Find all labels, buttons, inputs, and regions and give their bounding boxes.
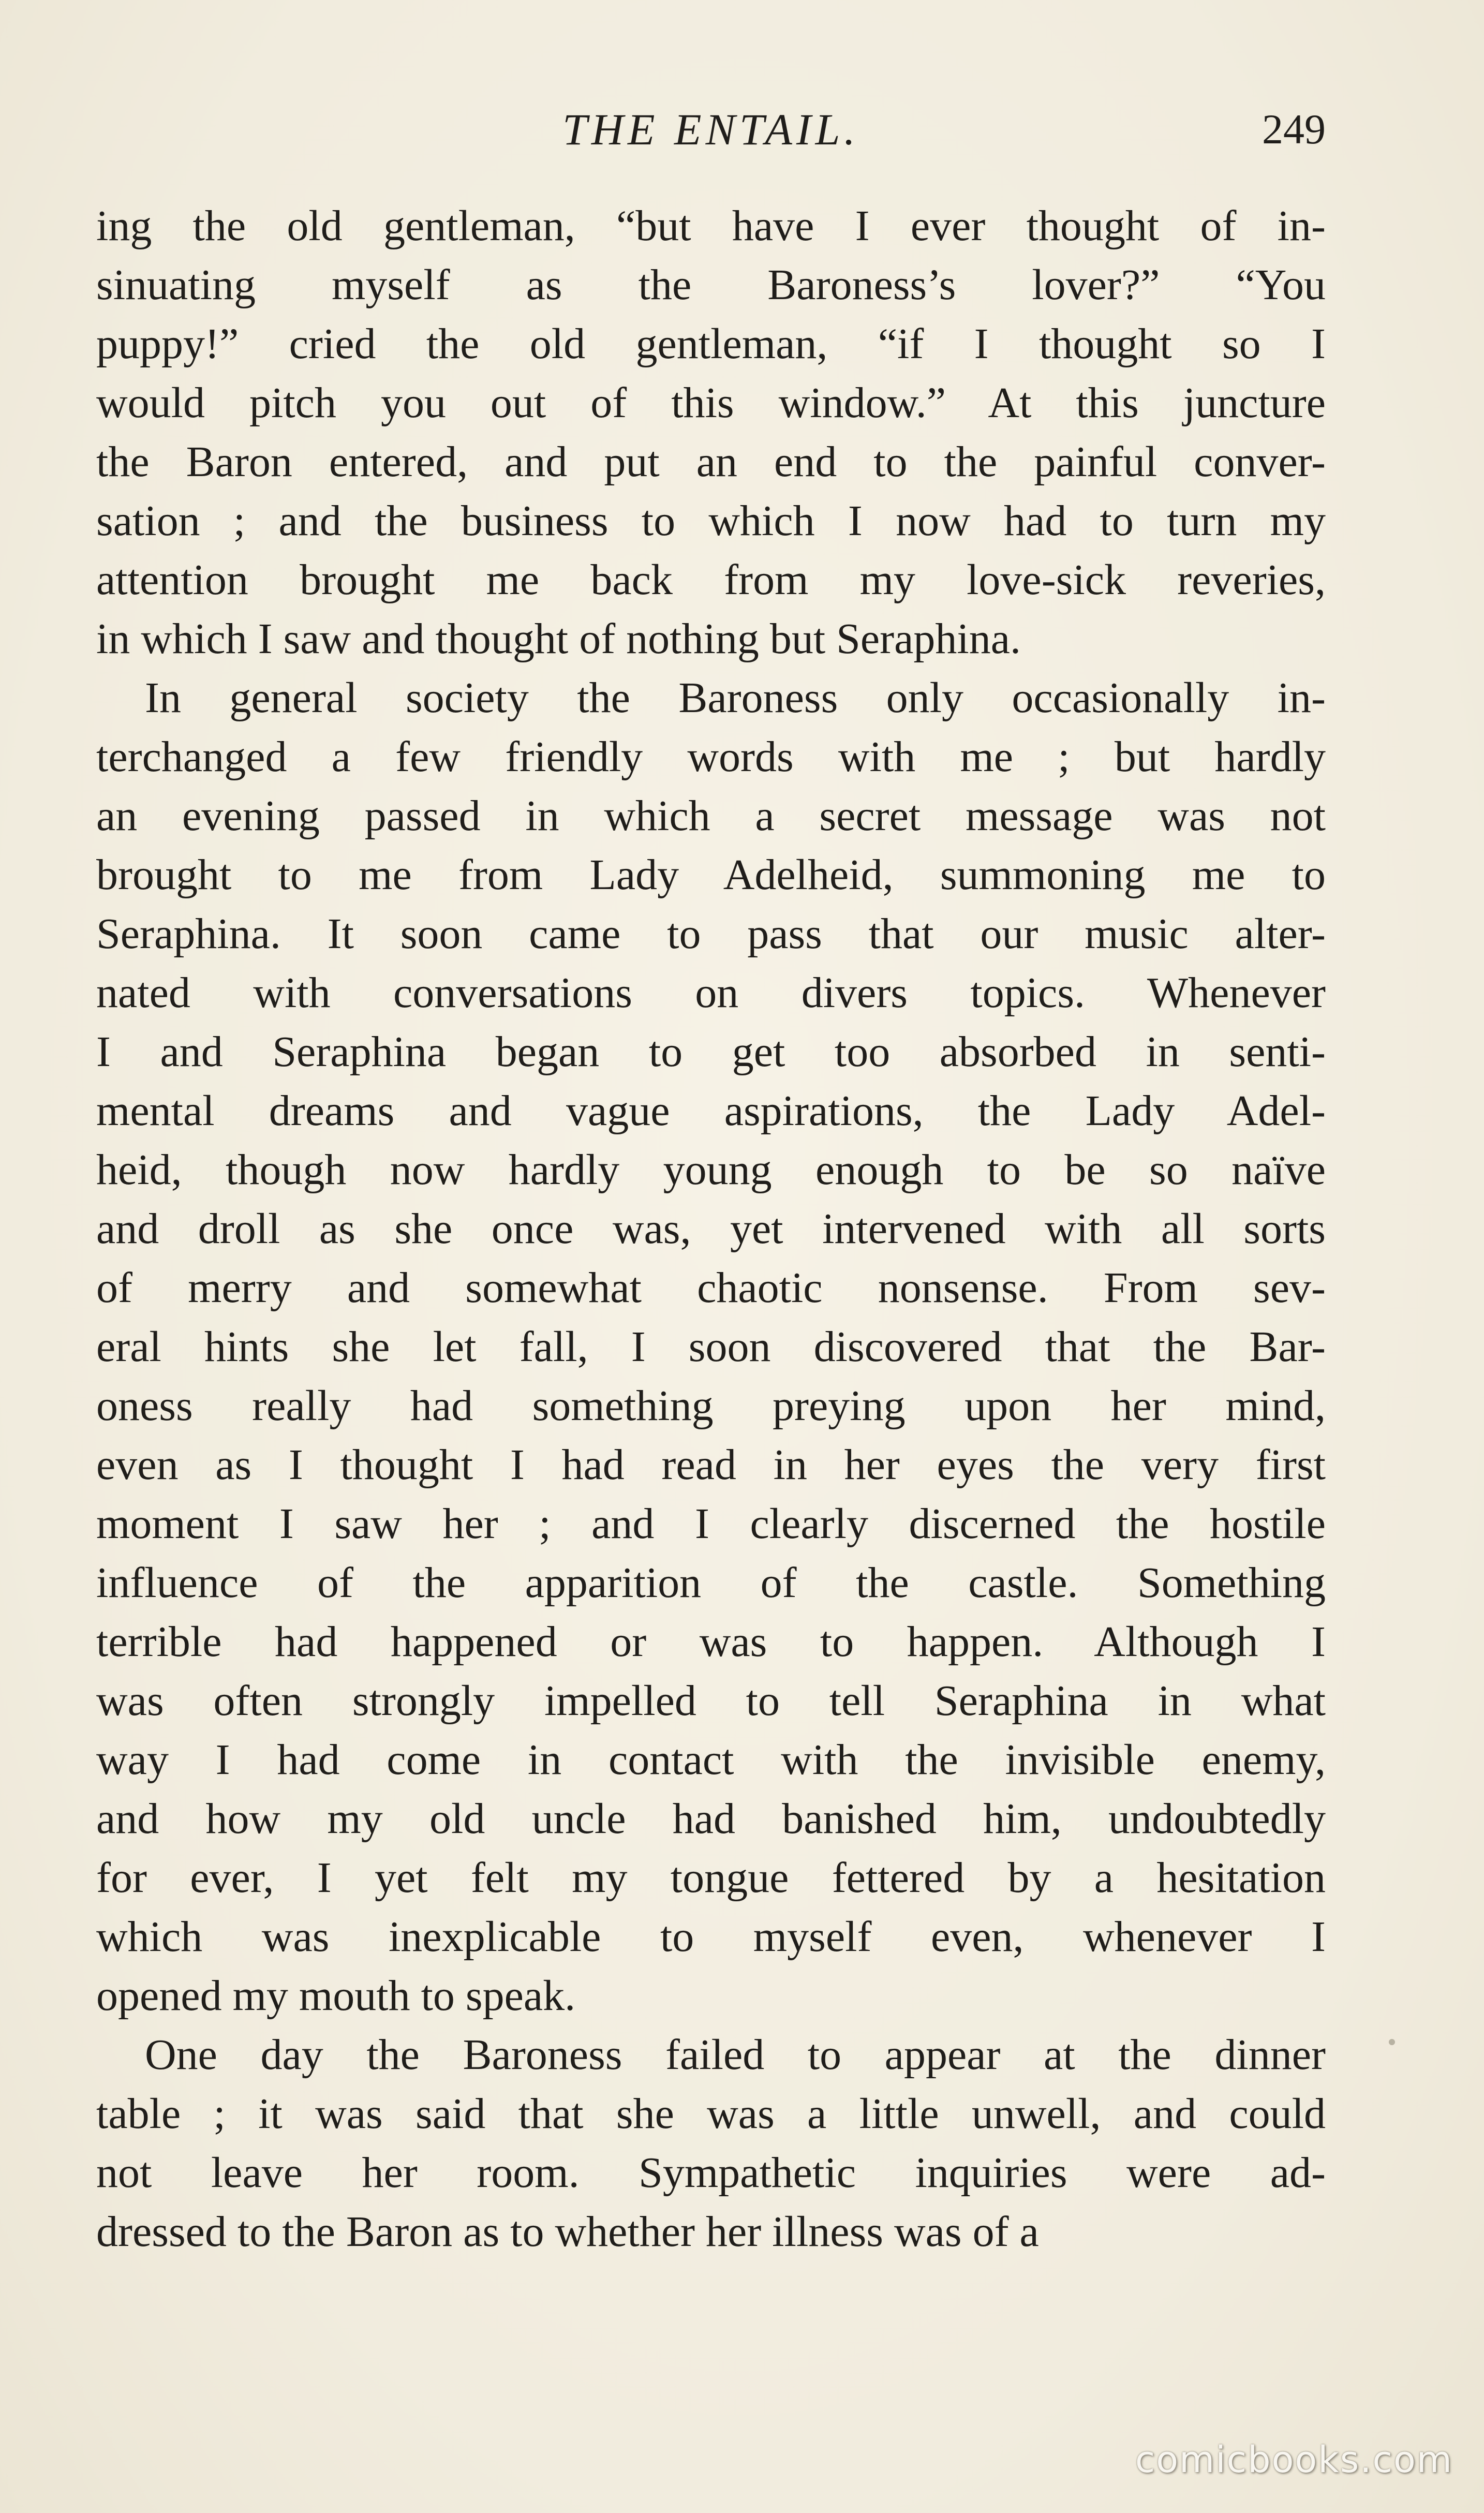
text-line: heid, though now hardly young enough to be so naïve [96,1146,1326,1194]
running-title: THE ENTAIL. [562,105,859,154]
text-line: dressed to the Baron as to whether her illness was of a [96,2208,1039,2256]
paragraph [96,197,1326,669]
text-line: nated with conversations on divers topics. Whenever [96,969,1326,1017]
text-line: brought to me from Lady Adelheid, summoning me to [96,851,1326,899]
text-line: was often strongly impelled to tell Seraphina in what [96,1677,1326,1725]
text-line: sinuating myself as the Baroness’s lover?” “You [96,261,1326,309]
watermark: comicbooks.com [1135,2438,1453,2481]
text-line: eral hints she let fall, I soon discovered that the Bar- [96,1323,1326,1371]
text-line: and how my old uncle had banished him, undoubtedly [96,1795,1326,1843]
text-line: table ; it was said that she was a little unwell, and could [96,2090,1326,2138]
text-line: In general society the Baroness only occasionally in- [145,674,1326,722]
text-line: I and Seraphina began to get too absorbed in senti- [96,1028,1326,1076]
paragraph [96,2026,1326,2261]
text-line: oness really had something preying upon her mind, [96,1382,1326,1430]
running-head [96,98,1326,160]
text-line: One day the Baroness failed to appear at the dinner [145,2031,1326,2079]
page-number: 249 [1262,106,1326,153]
text-line: which was inexplicable to myself even, whenever I [96,1913,1326,1961]
text-line: terrible had happened or was to happen. Although I [96,1618,1326,1666]
paragraph [96,669,1326,2026]
text-line: way I had come in contact with the invisible enemy, [96,1736,1326,1784]
text-line: would pitch you out of this window.” At this juncture [96,379,1326,427]
text-line: Seraphina. It soon came to pass that our music alter- [96,910,1326,958]
text-line: puppy!” cried the old gentleman, “if I thought so I [96,320,1326,368]
text-line: the Baron entered, and put an end to the painful conver- [96,438,1326,486]
text-line: mental dreams and vague aspirations, the Lady Adel- [96,1087,1326,1135]
text-line: terchanged a few friendly words with me ; but hardly [96,733,1326,781]
body-text [96,197,1326,2261]
text-line: sation ; and the business to which I now had to turn my [96,497,1326,545]
text-line: even as I thought I had read in her eyes the very first [96,1441,1326,1489]
text-line: and droll as she once was, yet intervened with all sorts [96,1205,1326,1253]
text-line: in which I saw and thought of nothing but Seraphina. [96,615,1021,663]
text-line: influence of the apparition of the castle. Something [96,1559,1326,1607]
text-line: not leave her room. Sympathetic inquiries were ad- [96,2149,1326,2197]
text-line: an evening passed in which a secret message was not [96,792,1326,840]
text-line: moment I saw her ; and I clearly discerned the hostile [96,1500,1326,1548]
paper-speck [1389,2039,1395,2045]
text-line: opened my mouth to speak. [96,1972,576,2020]
text-line: of merry and somewhat chaotic nonsense. From sev- [96,1264,1326,1312]
text-line: ing the old gentleman, “but have I ever thought of in- [96,202,1326,250]
text-line: for ever, I yet felt my tongue fettered by a hesitation [96,1854,1326,1902]
text-line: attention brought me back from my love-sick reveries, [96,556,1326,604]
